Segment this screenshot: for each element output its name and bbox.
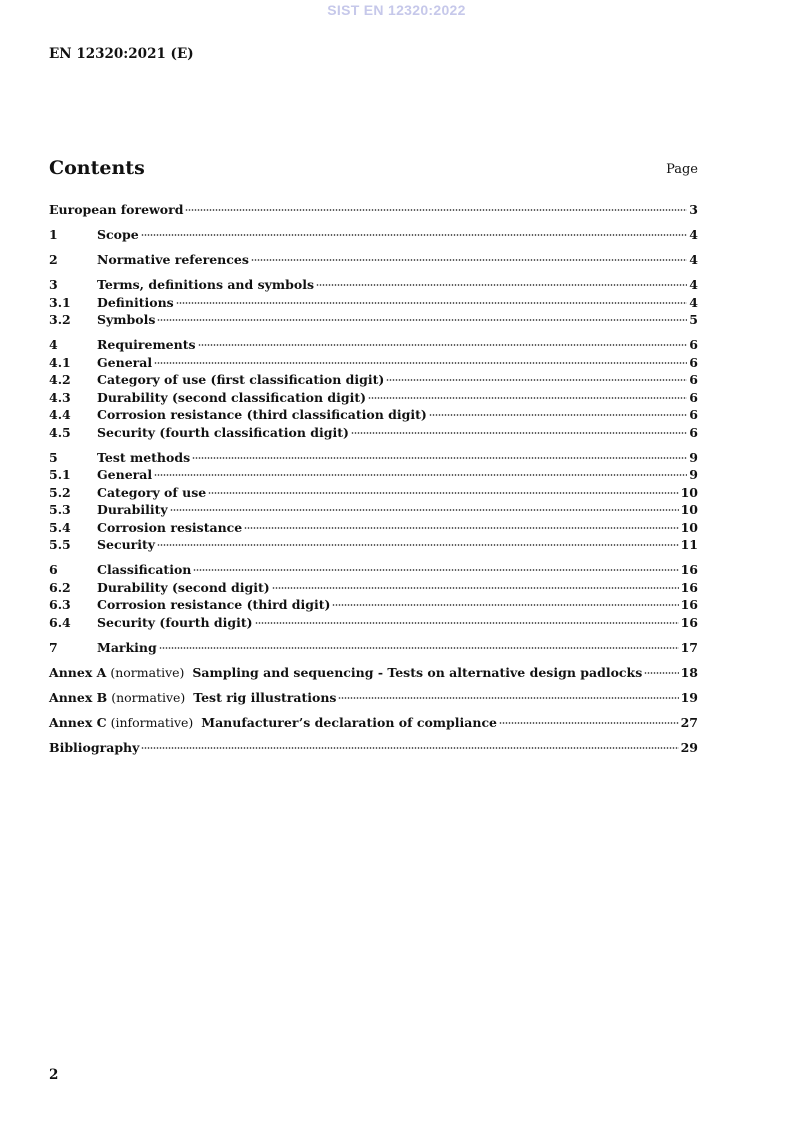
toc-entry-page: 10 <box>680 519 698 535</box>
dot-leader <box>368 397 687 399</box>
dot-leader <box>154 362 687 364</box>
toc-entry-page: 4 <box>689 252 698 267</box>
toc-entry-title: General <box>97 354 153 370</box>
toc-entry-page: 16 <box>680 562 698 577</box>
toc-entry-6-2[interactable] <box>49 579 698 597</box>
annex-prefix: Annex A <box>49 664 107 680</box>
annex-prefix: Annex C <box>49 714 107 730</box>
toc-entry-number: 5.4 <box>49 519 71 535</box>
toc-entry-title: Normative references <box>97 252 249 267</box>
toc-entry-number: 5.5 <box>49 537 71 552</box>
toc-entry-page: 10 <box>680 502 698 517</box>
toc-entry-title: Definitions <box>97 294 174 310</box>
toc-entry-6-3[interactable] <box>49 596 698 614</box>
dot-leader <box>251 259 687 261</box>
contents-title: Contents <box>49 157 145 179</box>
toc-entry-title: Security <box>97 537 156 552</box>
toc-entry-page: 19 <box>680 689 698 705</box>
toc-entry-page: 6 <box>689 337 698 352</box>
toc-entry-4-2[interactable] <box>49 371 698 389</box>
toc-entry-page: 10 <box>680 484 698 500</box>
toc-entry-5-2[interactable] <box>49 484 698 502</box>
dot-leader <box>159 647 679 649</box>
annex-type: (normative) <box>110 664 185 680</box>
toc-entry-title: General <box>97 467 153 482</box>
dot-leader <box>338 697 678 699</box>
dot-leader <box>255 622 679 624</box>
toc-entry-page: 17 <box>680 639 698 655</box>
dot-leader <box>332 604 678 606</box>
toc-entry-number: 5.1 <box>49 467 71 482</box>
toc-entry-4-5[interactable] <box>49 424 698 442</box>
toc-entry-number: 1 <box>49 227 58 242</box>
toc-entry-annex-b[interactable] <box>49 689 698 707</box>
toc-entry-5-3[interactable] <box>49 501 698 519</box>
toc-entry-3[interactable] <box>49 276 698 294</box>
page-column-label: Page <box>666 162 698 177</box>
dot-leader <box>176 302 688 304</box>
toc-entry-page: 27 <box>680 714 698 730</box>
toc-entry-number: 3.2 <box>49 312 71 327</box>
toc-entry-title: European foreword <box>49 202 184 217</box>
toc-entry-number: 5.2 <box>49 484 71 500</box>
toc-entry-title: Security (fourth digit) <box>97 614 253 630</box>
toc-entry-number: 6 <box>49 562 58 577</box>
toc-entry-foreword[interactable] <box>49 201 698 219</box>
toc-entry-title: Security (fourth classification digit) <box>97 424 349 440</box>
toc-entry-page: 4 <box>689 277 698 292</box>
toc-entry-4-4[interactable] <box>49 406 698 424</box>
toc-entry-page: 16 <box>680 579 698 595</box>
table-of-contents <box>49 201 698 756</box>
dot-leader <box>386 379 687 381</box>
toc-entry-title: Sampling and sequencing - Tests on alternative design padlocks <box>192 664 643 680</box>
toc-entry-number: 4 <box>49 337 58 352</box>
toc-entry-title: Durability <box>97 502 168 517</box>
toc-entry-title: Symbols <box>97 312 156 327</box>
toc-entry-number: 6.3 <box>49 597 71 612</box>
dot-leader <box>198 344 688 346</box>
toc-entry-5-5[interactable] <box>49 536 698 554</box>
toc-entry-number: 6.2 <box>49 579 71 595</box>
toc-entry-title: Category of use (first classification digit) <box>97 372 385 387</box>
dot-leader <box>154 474 687 476</box>
toc-entry-number: 4.1 <box>49 354 71 370</box>
dot-leader <box>157 319 687 321</box>
toc-entry-4[interactable] <box>49 336 698 354</box>
annex-type: (informative) <box>110 714 194 730</box>
dot-leader <box>157 544 679 546</box>
toc-entry-title: Category of use <box>97 484 207 500</box>
toc-entry-title: Corrosion resistance (third classification digit) <box>97 407 427 422</box>
dot-leader <box>141 747 678 749</box>
toc-entry-page: 6 <box>689 424 698 440</box>
toc-entry-3-2[interactable] <box>49 311 698 329</box>
toc-entry-5-4[interactable] <box>49 519 698 537</box>
toc-entry-number: 5.3 <box>49 502 71 517</box>
document-id: EN 12320:2021 (E) <box>49 46 194 62</box>
toc-entry-page: 3 <box>689 202 698 217</box>
toc-entry-page: 6 <box>689 407 698 422</box>
toc-entry-title: Durability (second classification digit) <box>97 389 367 405</box>
toc-entry-5-1[interactable] <box>49 466 698 484</box>
toc-entry-page: 4 <box>689 294 698 310</box>
toc-entry-title: Test methods <box>97 449 191 465</box>
watermark: SIST EN 12320:2022 <box>327 2 466 18</box>
annex-type: (normative) <box>111 689 186 705</box>
annex-prefix: Annex B <box>49 689 108 705</box>
toc-entry-page: 6 <box>689 372 698 387</box>
dot-leader <box>272 587 679 589</box>
dot-leader <box>170 509 679 511</box>
toc-entry-3-1[interactable] <box>49 294 698 312</box>
dot-leader <box>185 209 687 211</box>
toc-entry-annex-a[interactable] <box>49 664 698 682</box>
dot-leader <box>429 414 687 416</box>
dot-leader <box>193 569 678 571</box>
toc-entry-2[interactable] <box>49 251 698 269</box>
toc-entry-number: 4.2 <box>49 372 71 387</box>
toc-entry-title: Bibliography <box>49 739 140 755</box>
toc-entry-number: 3 <box>49 277 58 292</box>
toc-entry-1[interactable] <box>49 226 698 244</box>
toc-entry-page: 6 <box>689 354 698 370</box>
toc-entry-number: 4.4 <box>49 407 71 422</box>
toc-entry-title: Durability (second digit) <box>97 579 270 595</box>
toc-entry-page: 4 <box>689 227 698 242</box>
toc-entry-title: Requirements <box>97 337 196 352</box>
toc-entry-page: 18 <box>680 664 698 680</box>
toc-entry-number: 6.4 <box>49 614 71 630</box>
toc-entry-4-3[interactable] <box>49 389 698 407</box>
toc-entry-title: Corrosion resistance (third digit) <box>97 597 331 612</box>
toc-entry-bibliography[interactable] <box>49 739 698 757</box>
toc-entry-page: 16 <box>680 614 698 630</box>
toc-entry-5[interactable] <box>49 449 698 467</box>
toc-entry-number: 2 <box>49 252 58 267</box>
toc-entry-6[interactable] <box>49 561 698 579</box>
dot-leader <box>644 672 678 674</box>
toc-entry-page: 9 <box>689 467 698 482</box>
toc-entry-page: 29 <box>680 739 698 755</box>
toc-entry-number: 5 <box>49 449 58 465</box>
toc-entry-number: 4.3 <box>49 389 71 405</box>
toc-entry-title: Manufacturer’s declaration of compliance <box>201 714 498 730</box>
dot-leader <box>499 722 679 724</box>
toc-entry-title: Marking <box>97 639 157 655</box>
toc-entry-6-4[interactable] <box>49 614 698 632</box>
toc-entry-title: Corrosion resistance <box>97 519 243 535</box>
toc-entry-page: 11 <box>680 537 698 552</box>
toc-entry-page: 5 <box>689 312 698 327</box>
dot-leader <box>316 284 687 286</box>
toc-entry-number: 3.1 <box>49 294 71 310</box>
toc-entry-title: Scope <box>97 227 139 242</box>
toc-entry-page: 16 <box>680 597 698 612</box>
dot-leader <box>208 492 678 494</box>
toc-entry-annex-c[interactable] <box>49 714 698 732</box>
toc-entry-title: Classification <box>97 562 192 577</box>
toc-entry-title: Terms, definitions and symbols <box>97 277 314 292</box>
toc-entry-number: 7 <box>49 639 58 655</box>
dot-leader <box>141 234 688 236</box>
toc-entry-7[interactable] <box>49 639 698 657</box>
toc-entry-page: 9 <box>689 449 698 465</box>
page-number: 2 <box>49 1067 59 1083</box>
toc-entry-4-1[interactable] <box>49 354 698 372</box>
dot-leader <box>244 527 678 529</box>
dot-leader <box>192 457 687 459</box>
toc-entry-number: 4.5 <box>49 424 71 440</box>
dot-leader <box>351 432 687 434</box>
toc-entry-title: Test rig illustrations <box>193 689 337 705</box>
toc-entry-page: 6 <box>689 389 698 405</box>
